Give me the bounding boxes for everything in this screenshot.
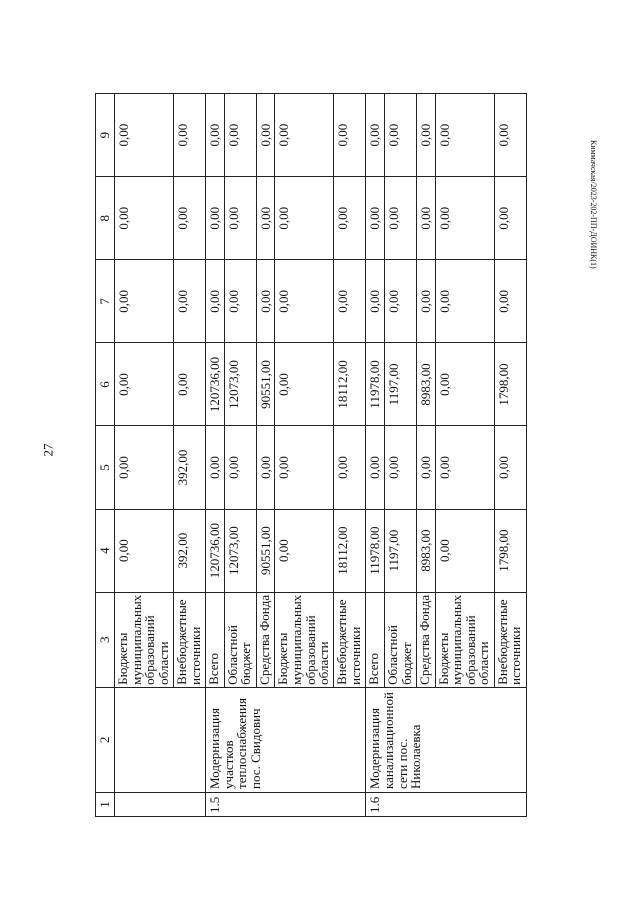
value-cell: 0,00 bbox=[416, 94, 435, 177]
value-cell: 0,00 bbox=[275, 260, 334, 343]
value-cell: 8983,00 bbox=[416, 509, 435, 592]
funding-source: Областной бюджет bbox=[384, 592, 416, 687]
item-name: Модернизация канализационной сети пос. Николаевка bbox=[366, 687, 526, 792]
value-cell: 0,00 bbox=[494, 426, 526, 509]
value-cell: 18112,00 bbox=[334, 343, 366, 426]
value-cell: 0,00 bbox=[366, 426, 385, 509]
value-cell: 0,00 bbox=[384, 94, 416, 177]
table-row bbox=[366, 94, 385, 817]
value-cell: 0,00 bbox=[256, 94, 275, 177]
header-cell: 4 bbox=[96, 509, 115, 592]
value-cell: 0,00 bbox=[384, 260, 416, 343]
value-cell: 0,00 bbox=[494, 260, 526, 343]
value-cell: 0,00 bbox=[256, 426, 275, 509]
value-cell: 0,00 bbox=[206, 94, 225, 177]
value-cell: 0,00 bbox=[174, 260, 206, 343]
funding-source: Бюджеты муниципальных образований области bbox=[435, 592, 494, 687]
financing-table bbox=[95, 93, 527, 817]
value-cell: 0,00 bbox=[224, 426, 256, 509]
value-cell: 0,00 bbox=[174, 94, 206, 177]
value-cell: 392,00 bbox=[174, 509, 206, 592]
value-cell: 0,00 bbox=[115, 177, 174, 260]
funding-source: Средства Фонда bbox=[416, 592, 435, 687]
value-cell: 0,00 bbox=[334, 177, 366, 260]
value-cell: 0,00 bbox=[366, 260, 385, 343]
value-cell: 0,00 bbox=[115, 260, 174, 343]
funding-source: Бюджеты муниципальных образований области bbox=[115, 592, 174, 687]
value-cell: 0,00 bbox=[224, 177, 256, 260]
header-cell: 5 bbox=[96, 426, 115, 509]
value-cell: 0,00 bbox=[366, 94, 385, 177]
funding-source: Всего bbox=[206, 592, 225, 687]
value-cell: 0,00 bbox=[384, 426, 416, 509]
value-cell: 0,00 bbox=[174, 177, 206, 260]
value-cell: 0,00 bbox=[366, 177, 385, 260]
header-row bbox=[96, 94, 115, 817]
funding-source: Внебюджетные источники bbox=[334, 592, 366, 687]
value-cell: 0,00 bbox=[115, 426, 174, 509]
header-cell: 8 bbox=[96, 177, 115, 260]
value-cell: 90551,00 bbox=[256, 343, 275, 426]
rotated-table-container bbox=[95, 93, 580, 817]
header-cell: 9 bbox=[96, 94, 115, 177]
value-cell: 0,00 bbox=[174, 343, 206, 426]
value-cell: 11978,00 bbox=[366, 343, 385, 426]
value-cell: 0,00 bbox=[334, 94, 366, 177]
header-cell: 6 bbox=[96, 343, 115, 426]
value-cell: 12073,00 bbox=[224, 509, 256, 592]
value-cell: 1197,00 bbox=[384, 509, 416, 592]
value-cell: 18112,00 bbox=[334, 509, 366, 592]
header-cell: 7 bbox=[96, 260, 115, 343]
header-cell: 1 bbox=[96, 792, 115, 816]
value-cell: 0,00 bbox=[206, 426, 225, 509]
value-cell: 0,00 bbox=[275, 343, 334, 426]
value-cell: 120736,00 bbox=[206, 343, 225, 426]
value-cell: 12073,00 bbox=[224, 343, 256, 426]
value-cell: 0,00 bbox=[256, 177, 275, 260]
value-cell: 0,00 bbox=[435, 177, 494, 260]
value-cell: 0,00 bbox=[334, 426, 366, 509]
table-row bbox=[115, 94, 174, 817]
item-name: Модернизация участков теплоснабжения пос. Свидович bbox=[206, 687, 366, 792]
value-cell: 0,00 bbox=[206, 260, 225, 343]
item-number: 1.5 bbox=[206, 792, 366, 816]
value-cell: 0,00 bbox=[334, 260, 366, 343]
value-cell: 0,00 bbox=[494, 94, 526, 177]
item-number: 1.6 bbox=[366, 792, 526, 816]
value-cell: 0,00 bbox=[416, 426, 435, 509]
funding-source: Всего bbox=[366, 592, 385, 687]
value-cell: 1197,00 bbox=[384, 343, 416, 426]
value-cell: 8983,00 bbox=[416, 343, 435, 426]
value-cell: 0,00 bbox=[384, 177, 416, 260]
value-cell: 0,00 bbox=[115, 343, 174, 426]
item-number bbox=[115, 792, 206, 816]
funding-source: Внебюджетные источники bbox=[174, 592, 206, 687]
value-cell: 0,00 bbox=[435, 260, 494, 343]
value-cell: 0,00 bbox=[435, 509, 494, 592]
value-cell: 0,00 bbox=[416, 260, 435, 343]
value-cell: 0,00 bbox=[275, 94, 334, 177]
value-cell: 11978,00 bbox=[366, 509, 385, 592]
value-cell: 90551,00 bbox=[256, 509, 275, 592]
value-cell: 0,00 bbox=[494, 177, 526, 260]
page-number: 27 bbox=[40, 443, 56, 457]
value-cell: 0,00 bbox=[115, 509, 174, 592]
value-cell: 0,00 bbox=[435, 426, 494, 509]
funding-source: Областной бюджет bbox=[224, 592, 256, 687]
value-cell: 1798,00 bbox=[494, 509, 526, 592]
header-cell: 2 bbox=[96, 687, 115, 792]
funding-source: Средства Фонда bbox=[256, 592, 275, 687]
value-cell: 0,00 bbox=[115, 94, 174, 177]
value-cell: 0,00 bbox=[435, 94, 494, 177]
value-cell: 1798,00 bbox=[494, 343, 526, 426]
value-cell: 0,00 bbox=[275, 509, 334, 592]
value-cell: 0,00 bbox=[275, 177, 334, 260]
value-cell: 120736,00 bbox=[206, 509, 225, 592]
funding-source: Внебюджетные источники bbox=[494, 592, 526, 687]
value-cell: 0,00 bbox=[224, 260, 256, 343]
header-cell: 3 bbox=[96, 592, 115, 687]
value-cell: 0,00 bbox=[416, 177, 435, 260]
value-cell: 0,00 bbox=[256, 260, 275, 343]
document-code: Киммачская/2023-202-ПП-ДОИНК(1) bbox=[589, 140, 598, 269]
value-cell: 0,00 bbox=[206, 177, 225, 260]
value-cell: 0,00 bbox=[224, 94, 256, 177]
funding-source: Бюджеты муниципальных образований области bbox=[275, 592, 334, 687]
item-name bbox=[115, 687, 206, 792]
table-row bbox=[206, 94, 225, 817]
value-cell: 0,00 bbox=[435, 343, 494, 426]
value-cell: 0,00 bbox=[275, 426, 334, 509]
value-cell: 392,00 bbox=[174, 426, 206, 509]
